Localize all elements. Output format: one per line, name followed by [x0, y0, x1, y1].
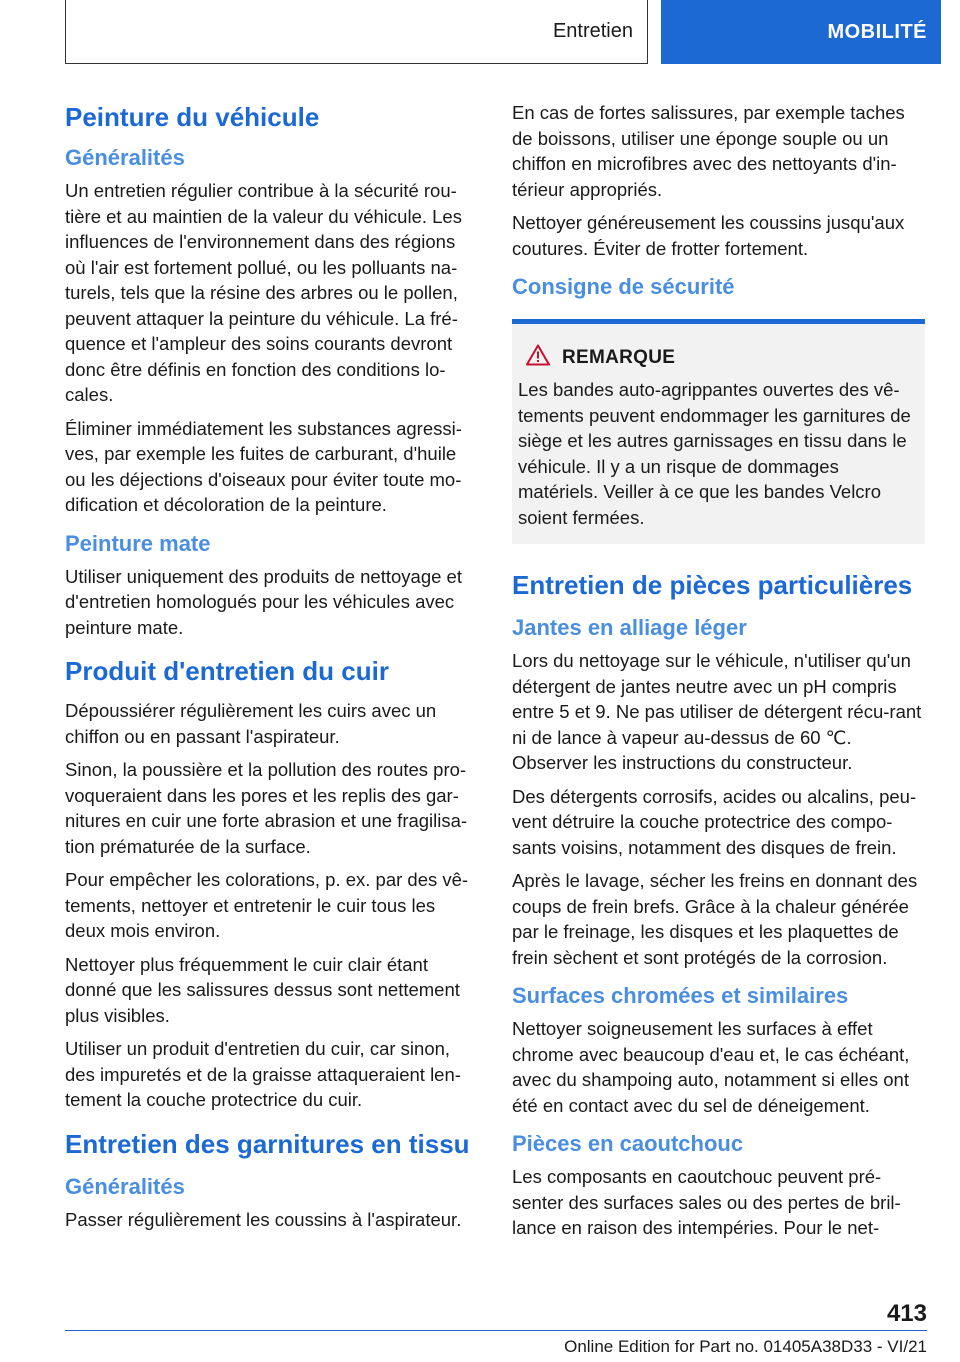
heading-generalites-peinture: Généralités — [65, 145, 185, 170]
paragraph: Passer régulièrement les coussins à l'aspirateur. — [65, 1208, 462, 1230]
heading-peinture-mate: Peinture mate — [65, 530, 211, 556]
footer-divider — [65, 1330, 927, 1331]
paragraph: Pour empêcher les colorations, p. ex. par des vê-tements, nettoyer et entretenir le cuir tous les deux mois environ. — [65, 869, 469, 941]
paragraph: En cas de fortes salissures, par exemple taches de boissons, utiliser une éponge souple ou un chiffon en microfibres avec des nettoyants d'in-térieur appropriés. — [512, 102, 905, 200]
paragraph: Nettoyer généreusement les coussins jusqu'aux coutures. Éviter de frotter fortement. — [512, 212, 905, 259]
paragraph: Sinon, la poussière et la pollution des routes pro-voqueraient dans les pores et les replis des gar-nitures en cuir une forte abrasion et une fragilisa-tion prématurée de la surface. — [65, 759, 468, 857]
paragraph: Nettoyer plus fréquemment le cuir clair étant donné que les salissures dessus sont nettement plus visibles. — [65, 953, 460, 1026]
paragraph: Les composants en caoutchouc peuvent pré-senter des surfaces sales ou des pertes de bril-lance en raison des intempéries. Pour le net- — [512, 1166, 901, 1238]
paragraph: Dépoussiérer régulièrement les cuirs avec un chiffon ou en passant l'aspirateur. — [65, 700, 437, 747]
heading-peinture: Peinture du véhicule — [65, 102, 320, 132]
notice-box — [512, 319, 925, 544]
paragraph: Un entretien régulier contribue à la sécurité rou-tière et au maintien de la valeur du véhicule. Les influences de l'environnement dans des régions où l'air est fortement pollué, ou les polluants na-turels, tels que la résine des arbres ou le pollen, peuvent attaquer la peinture du véhicule. La fré-quence et l'ampleur des soins courants devront donc être définis en fonction des conditions lo-cales. — [65, 180, 462, 405]
heading-tissu: Entretien des garnitures en tissu — [65, 1128, 470, 1159]
heading-chrome: Surfaces chromées et similaires — [512, 983, 849, 1008]
heading-generalites-tissu: Généralités — [65, 1173, 185, 1199]
notice-title: REMARQUE — [562, 346, 676, 368]
page-number: 413 — [886, 1300, 927, 1327]
heading-pieces: Entretien de pièces particulières — [512, 570, 913, 600]
heading-jantes: Jantes en alliage léger — [512, 615, 747, 640]
notice-text: Les bandes auto-agrippantes ouvertes des vê-tements peuvent endommager les garnitures de siège et les autres garnissages en tissu dans le véhicule. Il y a un risque de dommages matériels. Veiller à ce que les bandes Velcro soient fermées. — [518, 379, 911, 528]
edition-footer: Online Edition for Part no. 01405A38D33 - VI/21 — [564, 1337, 927, 1356]
heading-caoutchouc: Pièces en caoutchouc — [512, 1131, 744, 1156]
notice-header — [518, 344, 919, 371]
paragraph: Des détergents corrosifs, acides ou alcalins, peu-vent détruire la couche protectrice des compo-sants voisins, notamment des disques de frein. — [512, 785, 917, 858]
paragraph: Éliminer immédiatement les substances agressi-ves, par exemple les fuites de carburant, d'huile ou les déjections d'oiseaux pour éviter toute mo-dification et décoloration de la peinture. — [65, 417, 462, 515]
section-tab[interactable]: MOBILITÉ — [661, 0, 941, 64]
paragraph: Nettoyer soigneusement les surfaces à effet chrome avec beaucoup d'eau et, le cas échéant, avec du shampoing auto, notamment si elles ont été en contact avec du sel de déneigement. — [512, 1018, 910, 1116]
right-column — [512, 100, 925, 1249]
paragraph: Utiliser un produit d'entretien du cuir, car sinon, des impuretés et de la graisse attaqueraient len-tement la couche protectrice du cuir. — [65, 1038, 461, 1110]
left-column — [65, 100, 478, 1240]
heading-consigne: Consigne de sécurité — [512, 274, 735, 299]
paragraph: Lors du nettoyage sur le véhicule, n'utiliser qu'un détergent de jantes neutre avec un pH compris entre 5 et 9. Ne pas utiliser de détergent récu-rant ni de lance à vapeur au-dessus de 60 ℃. Observer les instructions du constructeur. — [512, 650, 922, 773]
heading-cuir: Produit d'entretien du cuir — [65, 656, 389, 686]
warning-triangle-icon — [526, 344, 550, 371]
chapter-tab[interactable]: Entretien — [65, 0, 648, 64]
paragraph: Utiliser uniquement des produits de nettoyage et d'entretien homologués pour les véhicules avec peinture mate. — [65, 565, 462, 638]
paragraph: Après le lavage, sécher les freins en donnant des coups de frein brefs. Grâce à la chaleur générée par le freinage, les disques et les plaquettes de frein sèchent et sont protégés de la corrosion. — [512, 870, 918, 968]
